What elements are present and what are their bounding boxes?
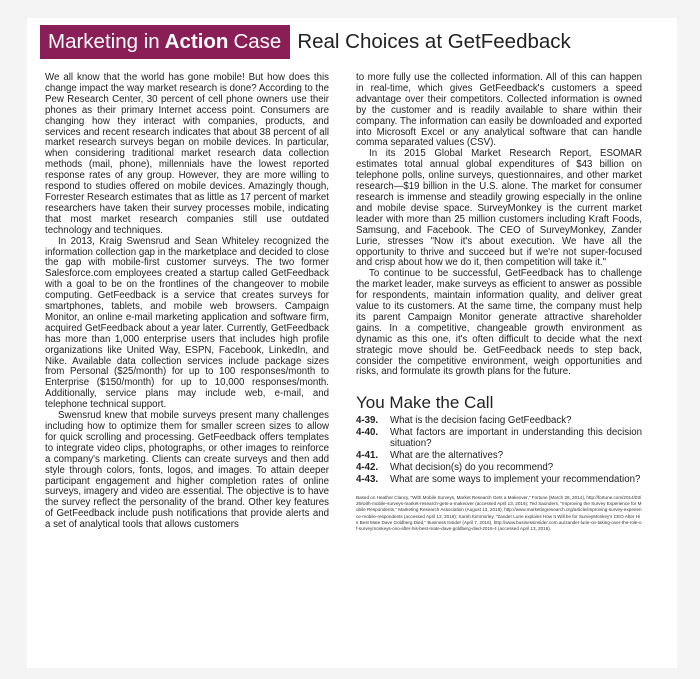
question-text: What factors are important in understanding this decision situation? [390, 427, 642, 450]
question-item [356, 450, 642, 461]
you-make-the-call-heading: You Make the Call [356, 393, 494, 413]
banner-text-pre: Marketing in [48, 30, 160, 53]
paragraph: In its 2015 Global Market Research Report, ESOMAR estimates total annual global expenditures of $43 billion on telephone polls, online surveys, questionnaires, and other market research—$19 billion in the U.S. alone. The market for consumer research is immense and steadily growing especially in the online and mobile devise space. SurveyMonkey is the current market leader with more than 25 million customers including Kraft Foods, Samsung, and Facebook. The CEO of SurveyMonkey, Zander Lurie, stresses "Now it's about execution. We have all the opportunity to thrive and succeed but if we're not super-focused and crisp about how we do it, then competition will take it." [356, 148, 642, 269]
left-column [45, 73, 329, 531]
banner-text-post: Case [233, 30, 282, 53]
case-banner [40, 25, 290, 59]
question-number: 4-41. [356, 450, 379, 462]
question-number: 4-40. [356, 427, 379, 439]
question-number: 4-43. [356, 474, 379, 486]
question-item [356, 462, 642, 473]
paragraph: to more fully use the collected information. All of this can happen in real-time, which gives GetFeedback's customers a speed advantage over their competitors. Collected information is owned by the customer and is readily available to share within their company. The information can easily be downloaded and exported into Microsoft Excel or any analytical software that can handle comma separated values (CSV). [356, 72, 642, 149]
paragraph: In 2013, Kraig Swensrud and Sean Whiteley recognized the information collection gap in the marketplace and decided to close the gap with mobile-first customer surveys. The two former Salesforce.com employees created a startup called GetFeedback with a goal to be on the frontlines of the changeover to mobile computing. GetFeedback is a service that creates surveys for smartphones, tablets, and mobile web browsers. Campaign Monitor, an online e-mail marketing application and software firm, acquired GetFeedback about a year later. Currently, GetFeedback has more than 1,000 enterprise users that includes high profile organizations like United Way, ESPN, Facebook, LinkedIn, and Nike. Available data collection services include package sizes from Personal ($25/month) for up to 100 responses/month to Enterprise ($150/month) for up to 10,000 responses/month. Additionally, service plans may include web, e-mail, and telephone technical support. [45, 235, 329, 411]
question-number: 4-42. [356, 462, 379, 474]
textbook-page [27, 18, 677, 668]
case-title: Real Choices at GetFeedback [297, 30, 571, 53]
paragraph: Swensrud knew that mobile surveys present many challenges including how to optimize them for smaller screen sizes to allow for quick scrolling and processing. GetFeedback offers templates to integrate video clips, photographs, or other images to reinforce a company's marketing. Clients can create surveys and then add style through colors, fonts, logos, and images. To attain deeper participant engagement and higher completion rates of online surveys, imagery and video are essential. The objective is to have the survey reflect the personality of the brand. Other key features of GetFeedback include push notifications that provide alerts and a set of analytical tools that allows customers [45, 410, 329, 531]
question-text: What are some ways to implement your recommendation? [390, 474, 641, 486]
right-column [356, 73, 642, 532]
question-item [356, 474, 642, 485]
question-item [356, 415, 642, 426]
paragraph: To continue to be successful, GetFeedback has to challenge the market leader, make surveys as efficient to answer as possible for respondents, maintain information quality, and deliver great value to its customers. At the same time, the company must help its parent Campaign Monitor generate attractive shareholder gains. In a competitive, changeable growth environment as dynamic as this one, it's often difficult to decide what the next strategic move should be. GetFeedback needs to step back, consider the competitive environment, weigh opportunities and risks, and formulate its growth plans for the future. [356, 268, 642, 378]
question-text: What decision(s) do you recommend? [390, 462, 554, 474]
paragraph: We all know that the world has gone mobile! But how does this change impact the way market research is done? According to the Pew Research Center, 30 percent of cell phone owners use their phones as their primary Internet access point. Consumers are changing how they interact with companies, products, and services and recent research indicates that about 38 percent of all market research surveys began on mobile devices. In particular, when considering traditional market research data collection methods (mail, phone), millennials have the lowest reported response rates of any group. However, they are more willing to respond to studies offered on mobile devices. Amazingly though, Forrester Research estimates that as little as 17 percent of market researchers have taken their survey processes mobile, indicating that most market research companies still use outdated technology and techniques. [45, 72, 329, 236]
question-text: What is the decision facing GetFeedback? [390, 415, 572, 427]
question-number: 4-39. [356, 415, 379, 427]
case-header [40, 25, 571, 59]
question-item [356, 427, 642, 449]
question-text: What are the alternatives? [390, 450, 504, 462]
banner-text-bold: Action [164, 30, 229, 53]
source-citations: Based on Heather Clancy, "With Mobile Surveys, Market Research Gets a Makeover," Fortune (March 26, 2014), http://fortune.com/2014/03/26/with-mobile-surveys-market-research-gets-a-makeover (accessed April 13, 2016); Ted Saunders, "Improving the Survey Experience for Mobile Respondents," Marketing Research Association (August 13, 2016), http://www.marketingresearch.org/article/improving-survey-experience-mobile-respondents (accessed April 13, 2016); Sarah Kimmorley, "Zander Lurie explains How It Will be for SurveyMonkey's CEO After His Best Mate Dave Goldberg Died," Business Insider (April 7, 2016), http://www.businessinsider.com.au/zander-lurie-on-taking-over-the-role-of-surveymonkeys-ceo-after-his-best-mate-dave-goldberg-died-2016-4 (accessed April 13, 2016). [356, 495, 642, 531]
